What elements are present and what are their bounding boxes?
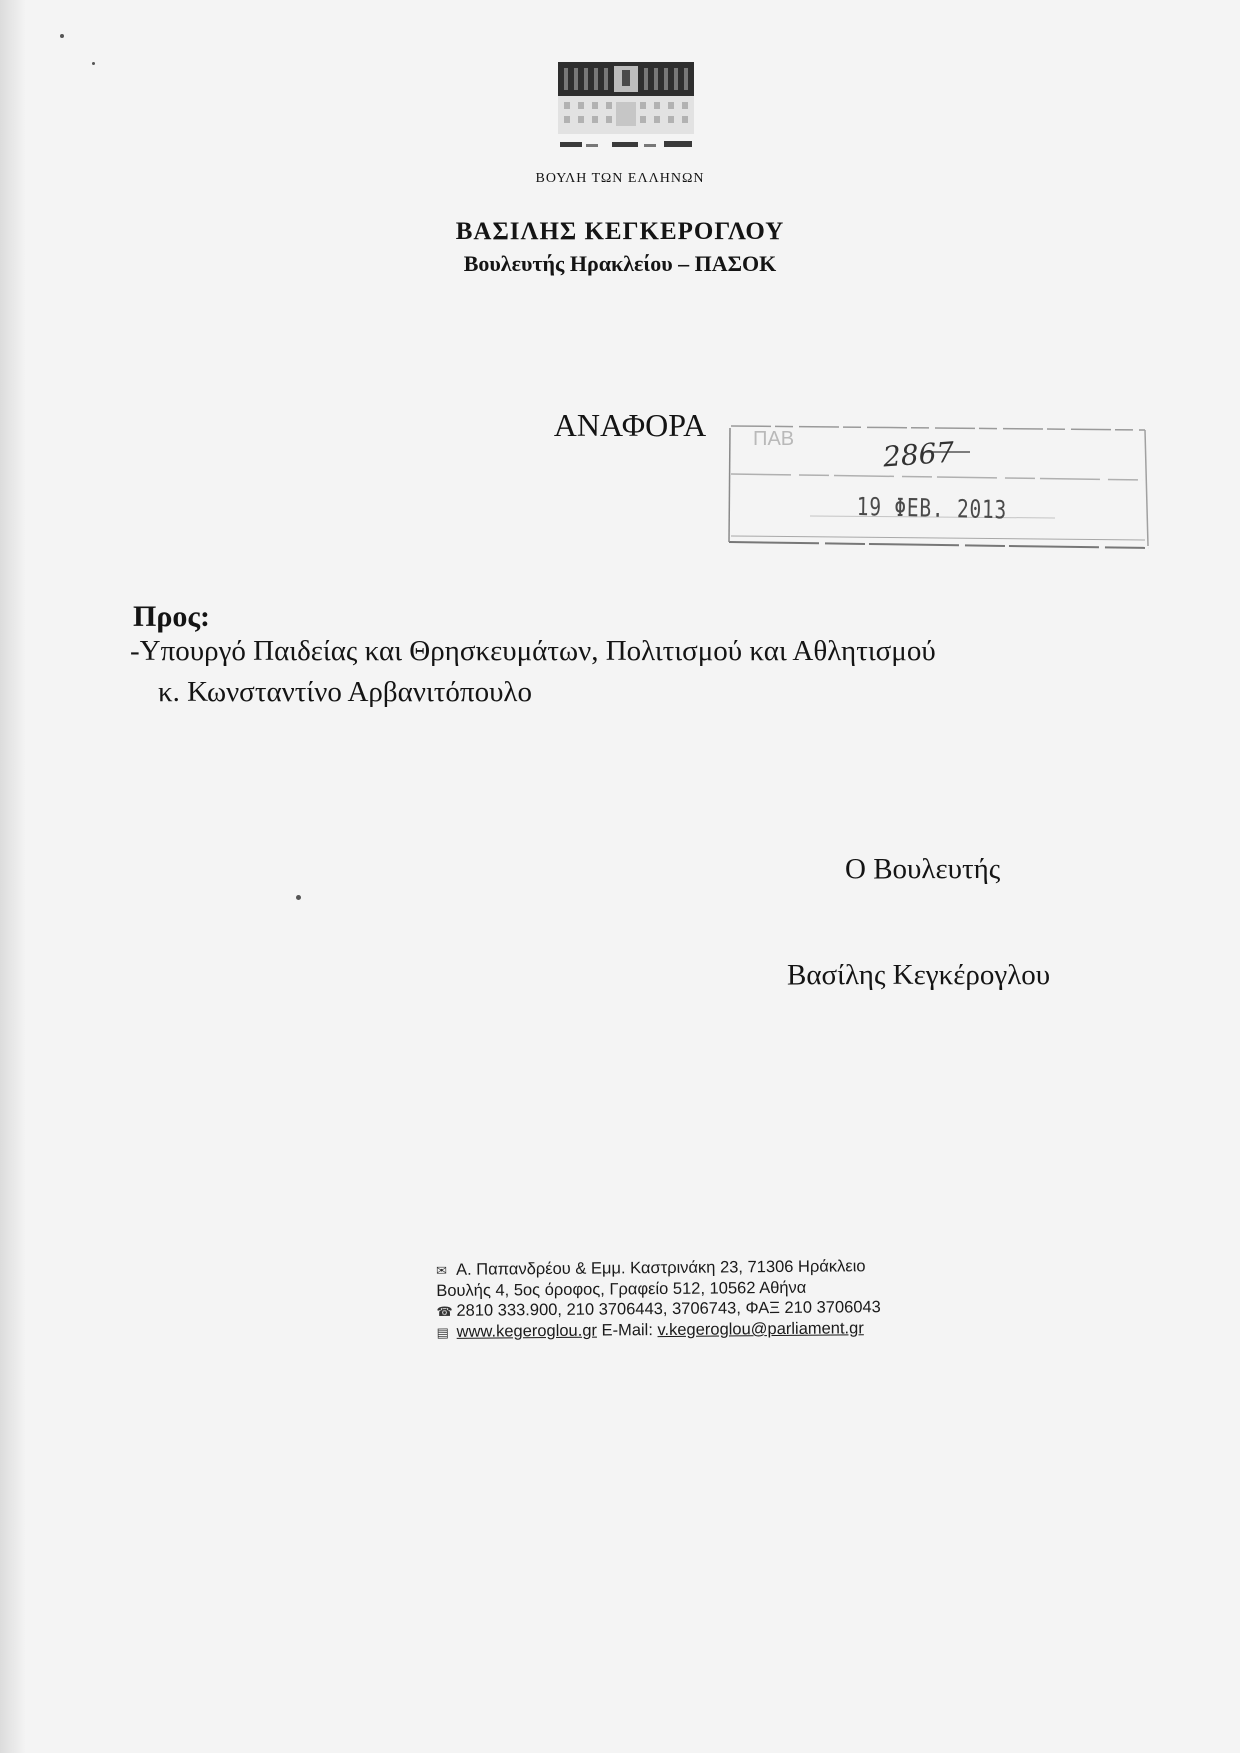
scan-speck (296, 895, 301, 900)
recipient-heading: Προς: (133, 600, 211, 633)
web-line (437, 1317, 997, 1343)
mailbox-icon: ✉ (436, 1262, 448, 1278)
mp-name: ΒΑΣΙΛΗΣ ΚΕΓΚΕΡΟΓΛΟΥ (455, 218, 785, 245)
parliament-name: ΒΟΥΛΗ ΤΩΝ ΕΛΛΗΝΩΝ (535, 171, 705, 186)
recipient-line: -Υπουργό Παιδείας και Θρησκευμάτων, Πολιτισμού και Αθλητισμού (130, 635, 936, 667)
scan-speck (92, 62, 95, 65)
website-link[interactable]: www.kegeroglou.gr (456, 1321, 598, 1341)
email-link[interactable]: v.kegeroglou@parliament.gr (657, 1319, 864, 1340)
parliament-logo (556, 62, 696, 150)
stamp-date: 19 ΦΕΒ. 2013 (856, 492, 1008, 525)
registry-stamp (725, 418, 1153, 566)
scan-speck (60, 34, 64, 38)
scan-edge-shadow (0, 0, 26, 1753)
address-line: Βουλής 4, 5ος όροφος, Γραφείο 512, 10562 Αθήνα (436, 1278, 807, 1300)
computer-icon: ▤ (436, 1324, 449, 1340)
stamp-protocol-number: 2867 (881, 435, 956, 474)
contact-block (436, 1255, 997, 1343)
phone-icon: ☎ (436, 1303, 453, 1319)
signature-name: Βασίλης Κεγκέρογλου (787, 959, 1051, 991)
email-label: E-Mail: (601, 1321, 653, 1340)
address-text: Α. Παπανδρέου & Εμμ. Καστρινάκη 23, 71306 Ηράκλειο (456, 1257, 866, 1279)
recipient-line: κ. Κωνσταντίνο Αρβανιτόπουλο (158, 676, 532, 708)
document-type-heading: ΑΝΑΦΟΡΑ (553, 407, 707, 443)
phone-text: 2810 333.900, 210 3706443, 3706743, ΦΑΞ 210 3706043 (456, 1298, 881, 1320)
signature-title: Ο Βουλευτής (845, 853, 1001, 885)
mp-title: Βουλευτής Ηρακλείου – ΠΑΣΟΚ (463, 251, 777, 276)
stamp-label: ΠΑΒ (753, 428, 795, 450)
